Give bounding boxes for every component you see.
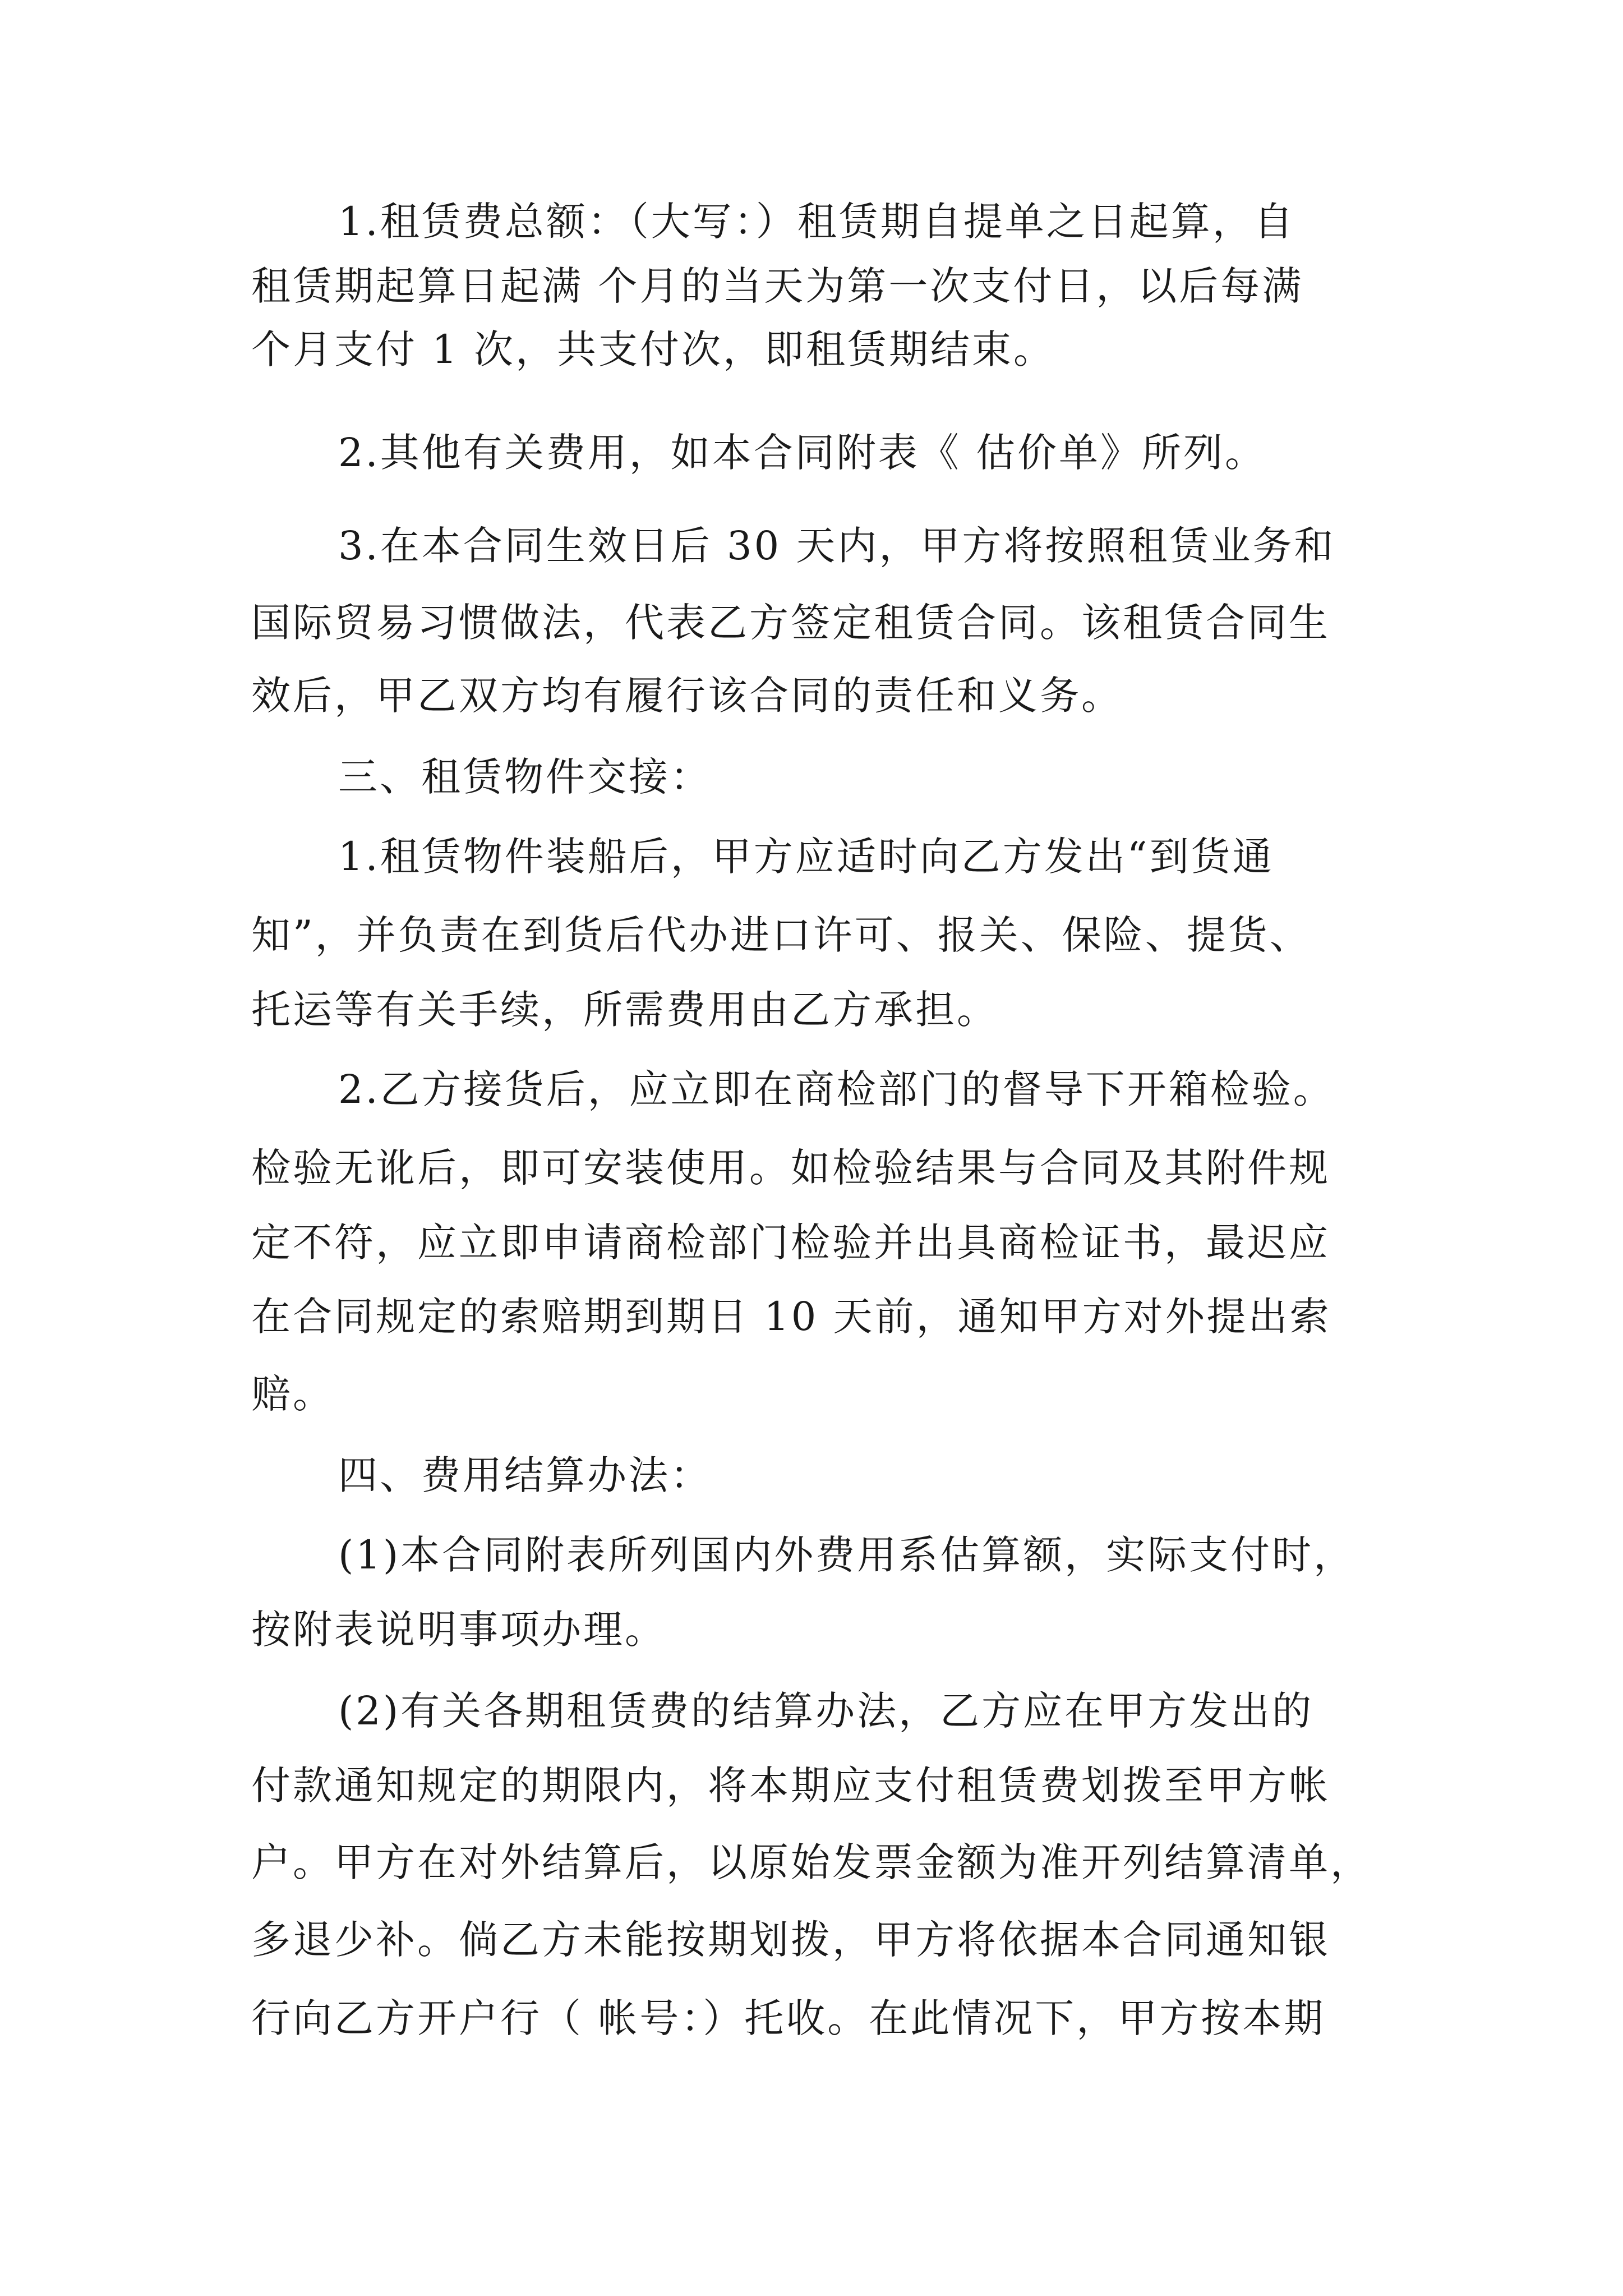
text-line: 1.租赁物件装船后，甲方应适时向乙方发出“到货通 bbox=[338, 834, 1274, 880]
text-line: 按附表说明事项办理。 bbox=[251, 1607, 666, 1653]
text-line: 定不符，应立即申请商检部门检验并出具商检证书，最迟应 bbox=[251, 1220, 1330, 1266]
text-line: 租赁期起算日起满 个月的当天为第一次支付日，以后每满 bbox=[251, 263, 1304, 309]
text-line: 1.租赁费总额：（大写：）租赁期自提单之日起算，自 bbox=[338, 199, 1295, 245]
text-line: 个月支付 1 次，共支付次，即租赁期结束。 bbox=[251, 326, 1055, 372]
text-line: 多退少补。倘乙方未能按期划拨，甲方将依据本合同通知银 bbox=[251, 1917, 1330, 1963]
text-line: (1)本合同附表所列国内外费用系估算额，实际支付时， bbox=[338, 1532, 1355, 1578]
text-line: 付款通知规定的期限内，将本期应支付租赁费划拨至甲方帐 bbox=[251, 1763, 1330, 1809]
text-line: 3.在本合同生效日后 30 天内，甲方将按照租赁业务和 bbox=[338, 523, 1336, 569]
text-line: 2.乙方接货后，应立即在商检部门的督导下开箱检验。 bbox=[338, 1066, 1335, 1112]
text-line: 知”，并负责在到货后代办进口许可、报关、保险、提货、 bbox=[251, 912, 1311, 958]
text-line: 托运等有关手续，所需费用由乙方承担。 bbox=[251, 987, 998, 1033]
text-line: 在合同规定的索赔期到期日 10 天前，通知甲方对外提出索 bbox=[251, 1294, 1331, 1340]
text-line: 赔。 bbox=[251, 1371, 334, 1417]
text-line: 检验无讹后，即可安装使用。如检验结果与合同及其附件规 bbox=[251, 1145, 1330, 1191]
text-line: 行向乙方开户行（ 帐号：）托收。在此情况下，甲方按本期 bbox=[251, 1995, 1326, 2041]
text-line: 效后，甲乙双方均有履行该合同的责任和义务。 bbox=[251, 673, 1123, 719]
text-line: 户。甲方在对外结算后，以原始发票金额为准开列结算清单， bbox=[251, 1839, 1372, 1885]
section-heading: 三、租赁物件交接： bbox=[338, 754, 712, 800]
text-line: 国际贸易习惯做法，代表乙方签定租赁合同。该租赁合同生 bbox=[251, 600, 1330, 646]
section-heading: 四、费用结算办法： bbox=[338, 1452, 712, 1498]
text-line: 2.其他有关费用，如本合同附表《 估价单》所列。 bbox=[338, 430, 1267, 476]
text-line: (2)有关各期租赁费的结算办法，乙方应在甲方发出的 bbox=[338, 1688, 1314, 1734]
